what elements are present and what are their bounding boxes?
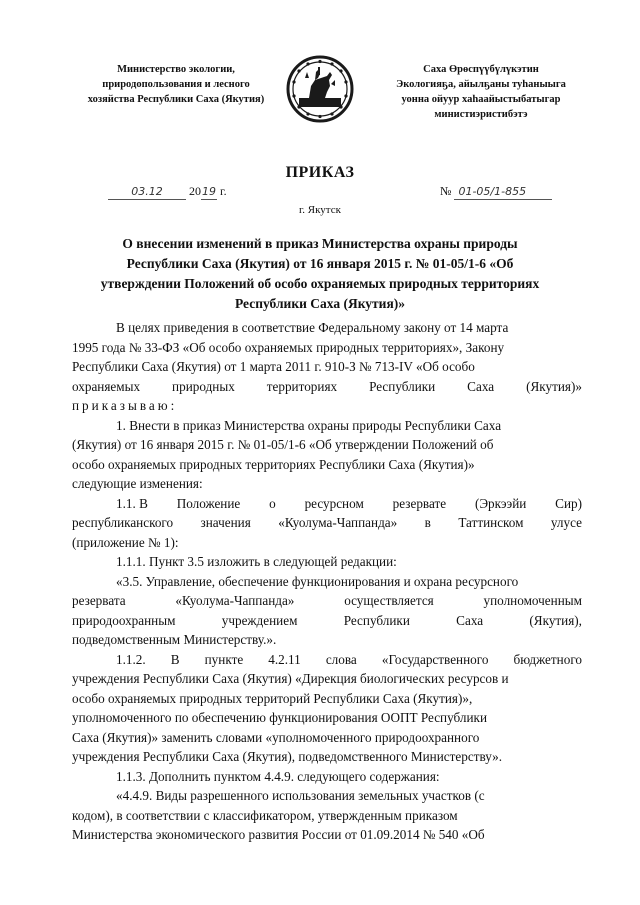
body-line: (Якутия) от 16 января 2015 г. № 01-05/1-6 «Об утверждении Положений об [72,437,494,452]
body-line: 1. Внести в приказ Министерства охраны природы Республики Саха [116,417,502,433]
body-line: (приложение № 1): [72,534,179,550]
body-line: 1.1.1. Пункт 3.5 изложить в следующей редакции: [116,554,397,569]
body-line: особо охраняемых природных территориях Республики Саха (Якутия)» [72,456,475,472]
body-line: Министерства экономического развития России от 01.09.2014 № 540 «Об [72,827,485,842]
body-line: кодом), в соответствии с классификатором, утвержденным приказом [72,807,458,823]
handwritten-date: 03.12 [108,185,186,200]
number-prefix: № [440,184,452,198]
order-date [108,184,227,200]
title-line: утверждении Положений об особо охраняемых природных территориях [100,276,540,291]
body-line: 1.1.3. Дополнить пунктом 4.4.9. следующего содержания: [116,768,440,784]
body-line: «4.4.9. Виды разрешенного использования земельных участков (с [116,788,485,803]
handwritten-year: 19 [202,185,216,198]
body-line: учреждения Республики Саха (Якутия), подведомственного Министерству». [72,749,503,764]
header-left-line: Министерство экологии, [117,64,235,75]
body-line: природоохранным учреждением Республики Саха (Якутия), [72,612,582,628]
order-number [440,184,552,200]
body-line: уполномоченного по обеспечению функционирования ООПТ Республики [72,710,488,725]
body-line: резервата «Куолума-Чаппанда» осуществляется уполномоченным [72,593,582,608]
header-left-line: природопользования и лесного [102,79,250,90]
city: г. Якутск [299,204,341,216]
body-line: 1.1.2. В пункте 4.2.11 слова «Государственного бюджетного [116,651,582,667]
year-prefix: 20 [189,184,201,198]
header-right-line: министиэристибэтэ [434,109,528,120]
header-right-line: Экологияҕа, айылҕаны туһаныыга [396,79,566,90]
ministry-name-russian [66,62,286,107]
body-line: особо охраняемых природных территорий Республики Саха (Якутия)», [72,690,473,706]
body-line: «3.5. Управление, обеспечение функционирования и охрана ресурсного [116,573,519,589]
title-line: Республики Саха (Якутия)» [234,296,405,311]
header-right-line: Саха Өрөспүүбүлүкэтин [423,64,539,75]
body-line: Республики Саха (Якутия) от 1 марта 2011 г. 910-З № 713-IV «Об особо [72,359,475,374]
ministry-name-yakut [376,62,586,122]
body-line: 1995 года № 33-ФЗ «Об особо охраняемых природных территориях», Закону [72,339,505,355]
title-line: О внесении изменений в приказ Министерства охраны природы [122,236,518,251]
body-line: следующие изменения: [72,476,203,491]
year-suffix: г. [220,184,227,198]
body-line: В целях приведения в соответствие Федеральному закону от 14 марта [116,320,509,335]
body-line: 1.1. В Положение о ресурсном резервате (Эркээйи Сир) [116,495,582,511]
yakutia-coat-of-arms-icon [285,54,355,124]
header-right-line: уонна ойуур хаһаайыстыбатыгар [401,94,561,105]
body-line: подведомственным Министерству.». [72,632,277,647]
body-line: охраняемых природных территориях Республики Саха (Якутия)» [72,378,582,394]
body-line: Саха (Якутия)» заменить словами «уполномоченного природоохранного [72,729,480,745]
order-title [60,234,580,314]
body-line-directive: приказываю: [72,398,178,413]
document-type: ПРИКАЗ [285,164,355,181]
body-line: республиканского значения «Куолума-Чаппанда» в Таттинском улусе [72,515,582,530]
header-left-line: хозяйства Республики Саха (Якутия) [87,94,265,105]
body-line: учреждения Республики Саха (Якутия) «Дирекция биологических ресурсов и [72,671,509,686]
order-body [72,318,582,845]
handwritten-number: 01-05/1-855 [454,185,552,200]
title-line: Республики Саха (Якутия) от 16 января 2015 г. № 01-05/1-6 «Об [126,256,514,271]
